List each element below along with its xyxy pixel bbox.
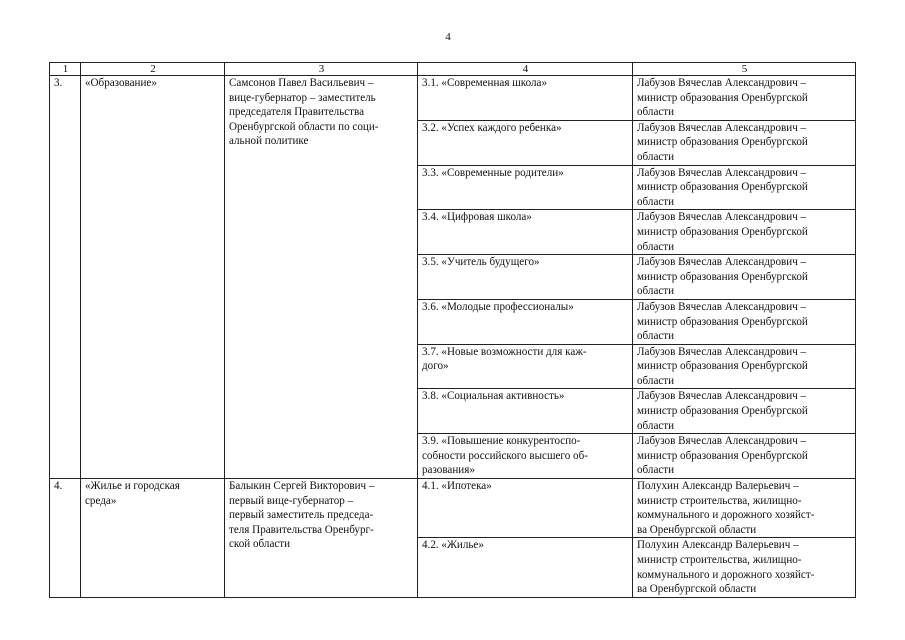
column-header: 5 [633,63,856,76]
project-head: Лабузов Вячеслав Александрович – министр образования Оренбургской области [633,299,856,344]
page-number: 4 [445,31,451,43]
section-curator: Самсонов Павел Васильевич – вице-губернатор – заместитель председателя Правительства Оренбургской области по соци- альной политике [225,76,418,479]
section-curator: Балыкин Сергей Викторович – первый вице-губернатор – первый заместитель председа- теля Правительства Оренбург- ской области [225,479,418,598]
project-name: 4.1. «Ипотека» [418,479,633,538]
column-header: 2 [81,63,225,76]
column-header: 1 [50,63,81,76]
project-name: 3.1. «Современная школа» [418,76,633,121]
project-head: Лабузов Вячеслав Александрович – министр образования Оренбургской области [633,120,856,165]
table-row [50,76,856,121]
project-head: Лабузов Вячеслав Александрович – министр образования Оренбургской области [633,165,856,210]
column-header: 3 [225,63,418,76]
header-row [50,63,856,76]
project-head: Лабузов Вячеслав Александрович – министр образования Оренбургской области [633,344,856,389]
project-name: 3.2. «Успех каждого ребенка» [418,120,633,165]
project-head: Полухин Александр Валерьевич – министр строительства, жилищно- коммунального и дорожного хозяйст- ва Оренбургской области [633,538,856,597]
section-name: «Жилье и городская среда» [81,479,225,598]
project-head: Лабузов Вячеслав Александрович – министр образования Оренбургской области [633,210,856,255]
project-name: 3.7. «Новые возможности для каж- дого» [418,344,633,389]
projects-table [49,62,856,598]
project-head: Лабузов Вячеслав Александрович – министр образования Оренбургской области [633,434,856,479]
project-head: Лабузов Вячеслав Александрович – министр образования Оренбургской области [633,255,856,300]
project-name: 3.5. «Учитель будущего» [418,255,633,300]
project-name: 3.8. «Социальная активность» [418,389,633,434]
project-head: Лабузов Вячеслав Александрович – министр образования Оренбургской области [633,389,856,434]
project-name: 3.4. «Цифровая школа» [418,210,633,255]
column-header: 4 [418,63,633,76]
section-number: 3. [50,76,81,479]
project-name: 4.2. «Жилье» [418,538,633,597]
project-name: 3.3. «Современные родители» [418,165,633,210]
project-head: Лабузов Вячеслав Александрович – министр образования Оренбургской области [633,76,856,121]
project-head: Полухин Александр Валерьевич – министр строительства, жилищно- коммунального и дорожного хозяйст- ва Оренбургской области [633,479,856,538]
project-name: 3.9. «Повышение конкурентоспо- собности российского высшего об- разования» [418,434,633,479]
section-name: «Образование» [81,76,225,479]
section-number: 4. [50,479,81,598]
table-row [50,479,856,538]
project-name: 3.6. «Молодые профессионалы» [418,299,633,344]
